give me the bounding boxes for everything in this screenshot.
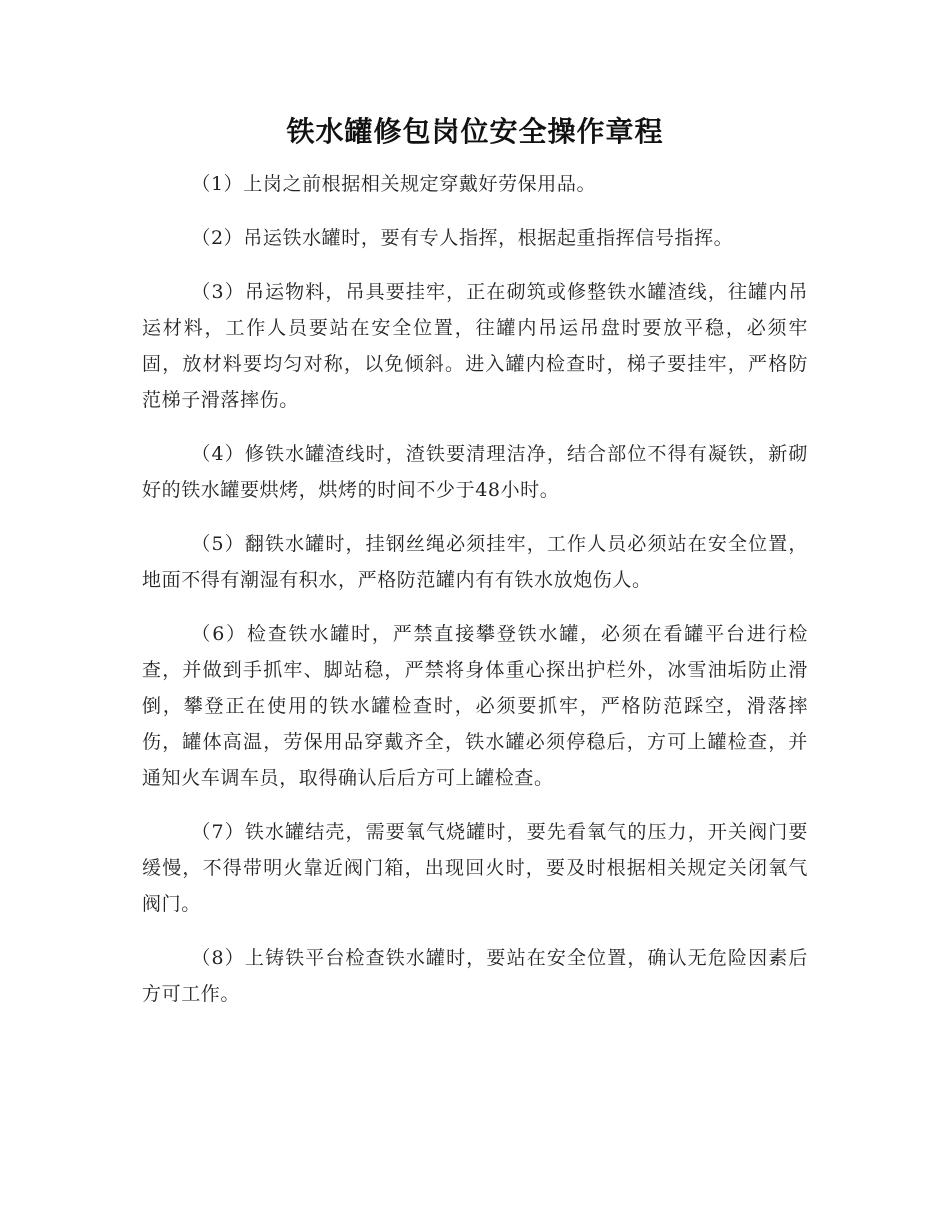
paragraph-1: （1）上岗之前根据相关规定穿戴好劳保用品。 bbox=[191, 173, 597, 195]
document-title: 铁水罐修包岗位安全操作章程 bbox=[286, 115, 664, 148]
paragraph-8: （8）上铸铁平台检查铁水罐时，要站在安全位置，确认无危险因素后方可工作。 bbox=[142, 947, 808, 1005]
paragraph-5: （5）翻铁水罐时，挂钢丝绳必须挂牢，工作人员必须站在安全位置，地面不得有潮湿有积水，严格防范罐内有有铁水放炮伤人。 bbox=[142, 533, 808, 591]
paragraph-2: （2）吊运铁水罐时，要有专人指挥，根据起重指挥信号指挥。 bbox=[191, 227, 734, 249]
paragraph-6: （6）检查铁水罐时，严禁直接攀登铁水罐，必须在看罐平台进行检查，并做到手抓牢、脚站稳，严禁将身体重心探出护栏外，冰雪油垢防止滑倒，攀登正在使用的铁水罐检查时，必须要抓牢，严格防范踩空，滑落摔伤，罐体高温，劳保用品穿戴齐全，铁水罐必须停稳后，方可上罐检查，并通知火车调车员，取得确认后后方可上罐检查。 bbox=[142, 623, 808, 789]
paragraph-7: （7）铁水罐结壳，需要氧气烧罐时，要先看氧气的压力，开关阀门要缓慢，不得带明火靠近阀门箱，出现回火时，要及时根据相关规定关闭氧气阀门。 bbox=[142, 821, 808, 915]
document-body bbox=[142, 166, 808, 1030]
paragraph-4: （4）修铁水罐渣线时，渣铁要清理洁净，结合部位不得有凝铁，新砌好的铁水罐要烘烤，烘烤的时间不少于48小时。 bbox=[142, 443, 808, 501]
paragraph-3: （3）吊运物料，吊具要挂牢，正在砌筑或修整铁水罐渣线，往罐内吊运材料，工作人员要站在安全位置，往罐内吊运吊盘时要放平稳，必须牢固，放材料要均匀对称，以免倾斜。进入罐内检查时，梯子要挂牢，严格防范梯子滑落摔伤。 bbox=[142, 281, 808, 411]
